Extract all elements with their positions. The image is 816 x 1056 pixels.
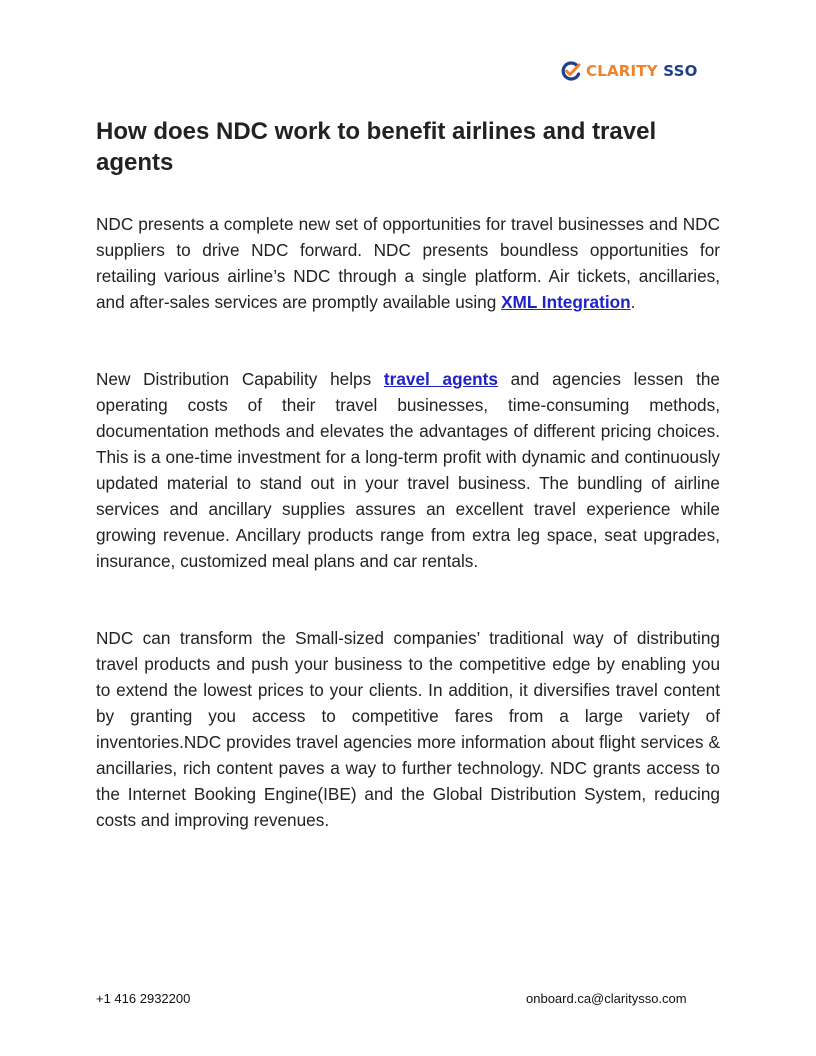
logo-text	[586, 62, 698, 80]
paragraph-1	[96, 211, 720, 315]
xml-integration-link[interactable]: XML Integration	[501, 292, 631, 312]
footer-phone: +1 416 2932200	[96, 991, 191, 1006]
paragraph-2	[96, 366, 720, 574]
paragraph-3: NDC can transform the Small-sized companies’ traditional way of distributing travel products and push your business to the competitive edge by enabling you to extend the lowest prices to your clients. In addition, it diversifies travel content by granting you access to competitive fares from a large variety of inventories.NDC provides travel agencies more information about flight services & ancillaries, rich content paves a way to further technology. NDC grants access to the Internet Booking Engine(IBE) and the Global Distribution System, reducing costs and improving revenues.	[96, 628, 720, 830]
paragraph-2-text: and agencies lessen the operating costs of their travel businesses, time-consuming methods, documentation methods and elevates the advantages of different pricing choices. This is a one-time investment for a long-term profit with dynamic and continuously updated material to stand out in your travel business. The bundling of airline services and ancillary supplies assures an excellent travel experience while growing revenue. Ancillary products range from extra leg space, seat upgrades, insurance, customized meal plans and car rentals.	[96, 369, 720, 571]
brand-logo	[560, 60, 698, 82]
footer-email: onboard.ca@claritysso.com	[526, 991, 687, 1006]
travel-agents-link[interactable]: travel agents	[383, 369, 498, 389]
page-title: How does NDC work to benefit airlines and travel agents	[96, 118, 657, 176]
logo-word-sso: SSO	[663, 62, 698, 80]
paragraph-1-end: .	[630, 292, 636, 312]
paragraph-2-intro: New Distribution Capability helps	[96, 369, 384, 389]
paragraph-1-text: NDC presents a complete new set of opportunities for travel businesses and NDC suppliers to drive NDC forward. NDC presents boundless opportunities for retailing various airline’s NDC through a single platform. Air tickets, ancillaries, and after-sales services are promptly available using	[96, 214, 720, 312]
logo-word-clarity: CLARITY	[586, 62, 658, 80]
logo-check-icon	[560, 60, 582, 82]
